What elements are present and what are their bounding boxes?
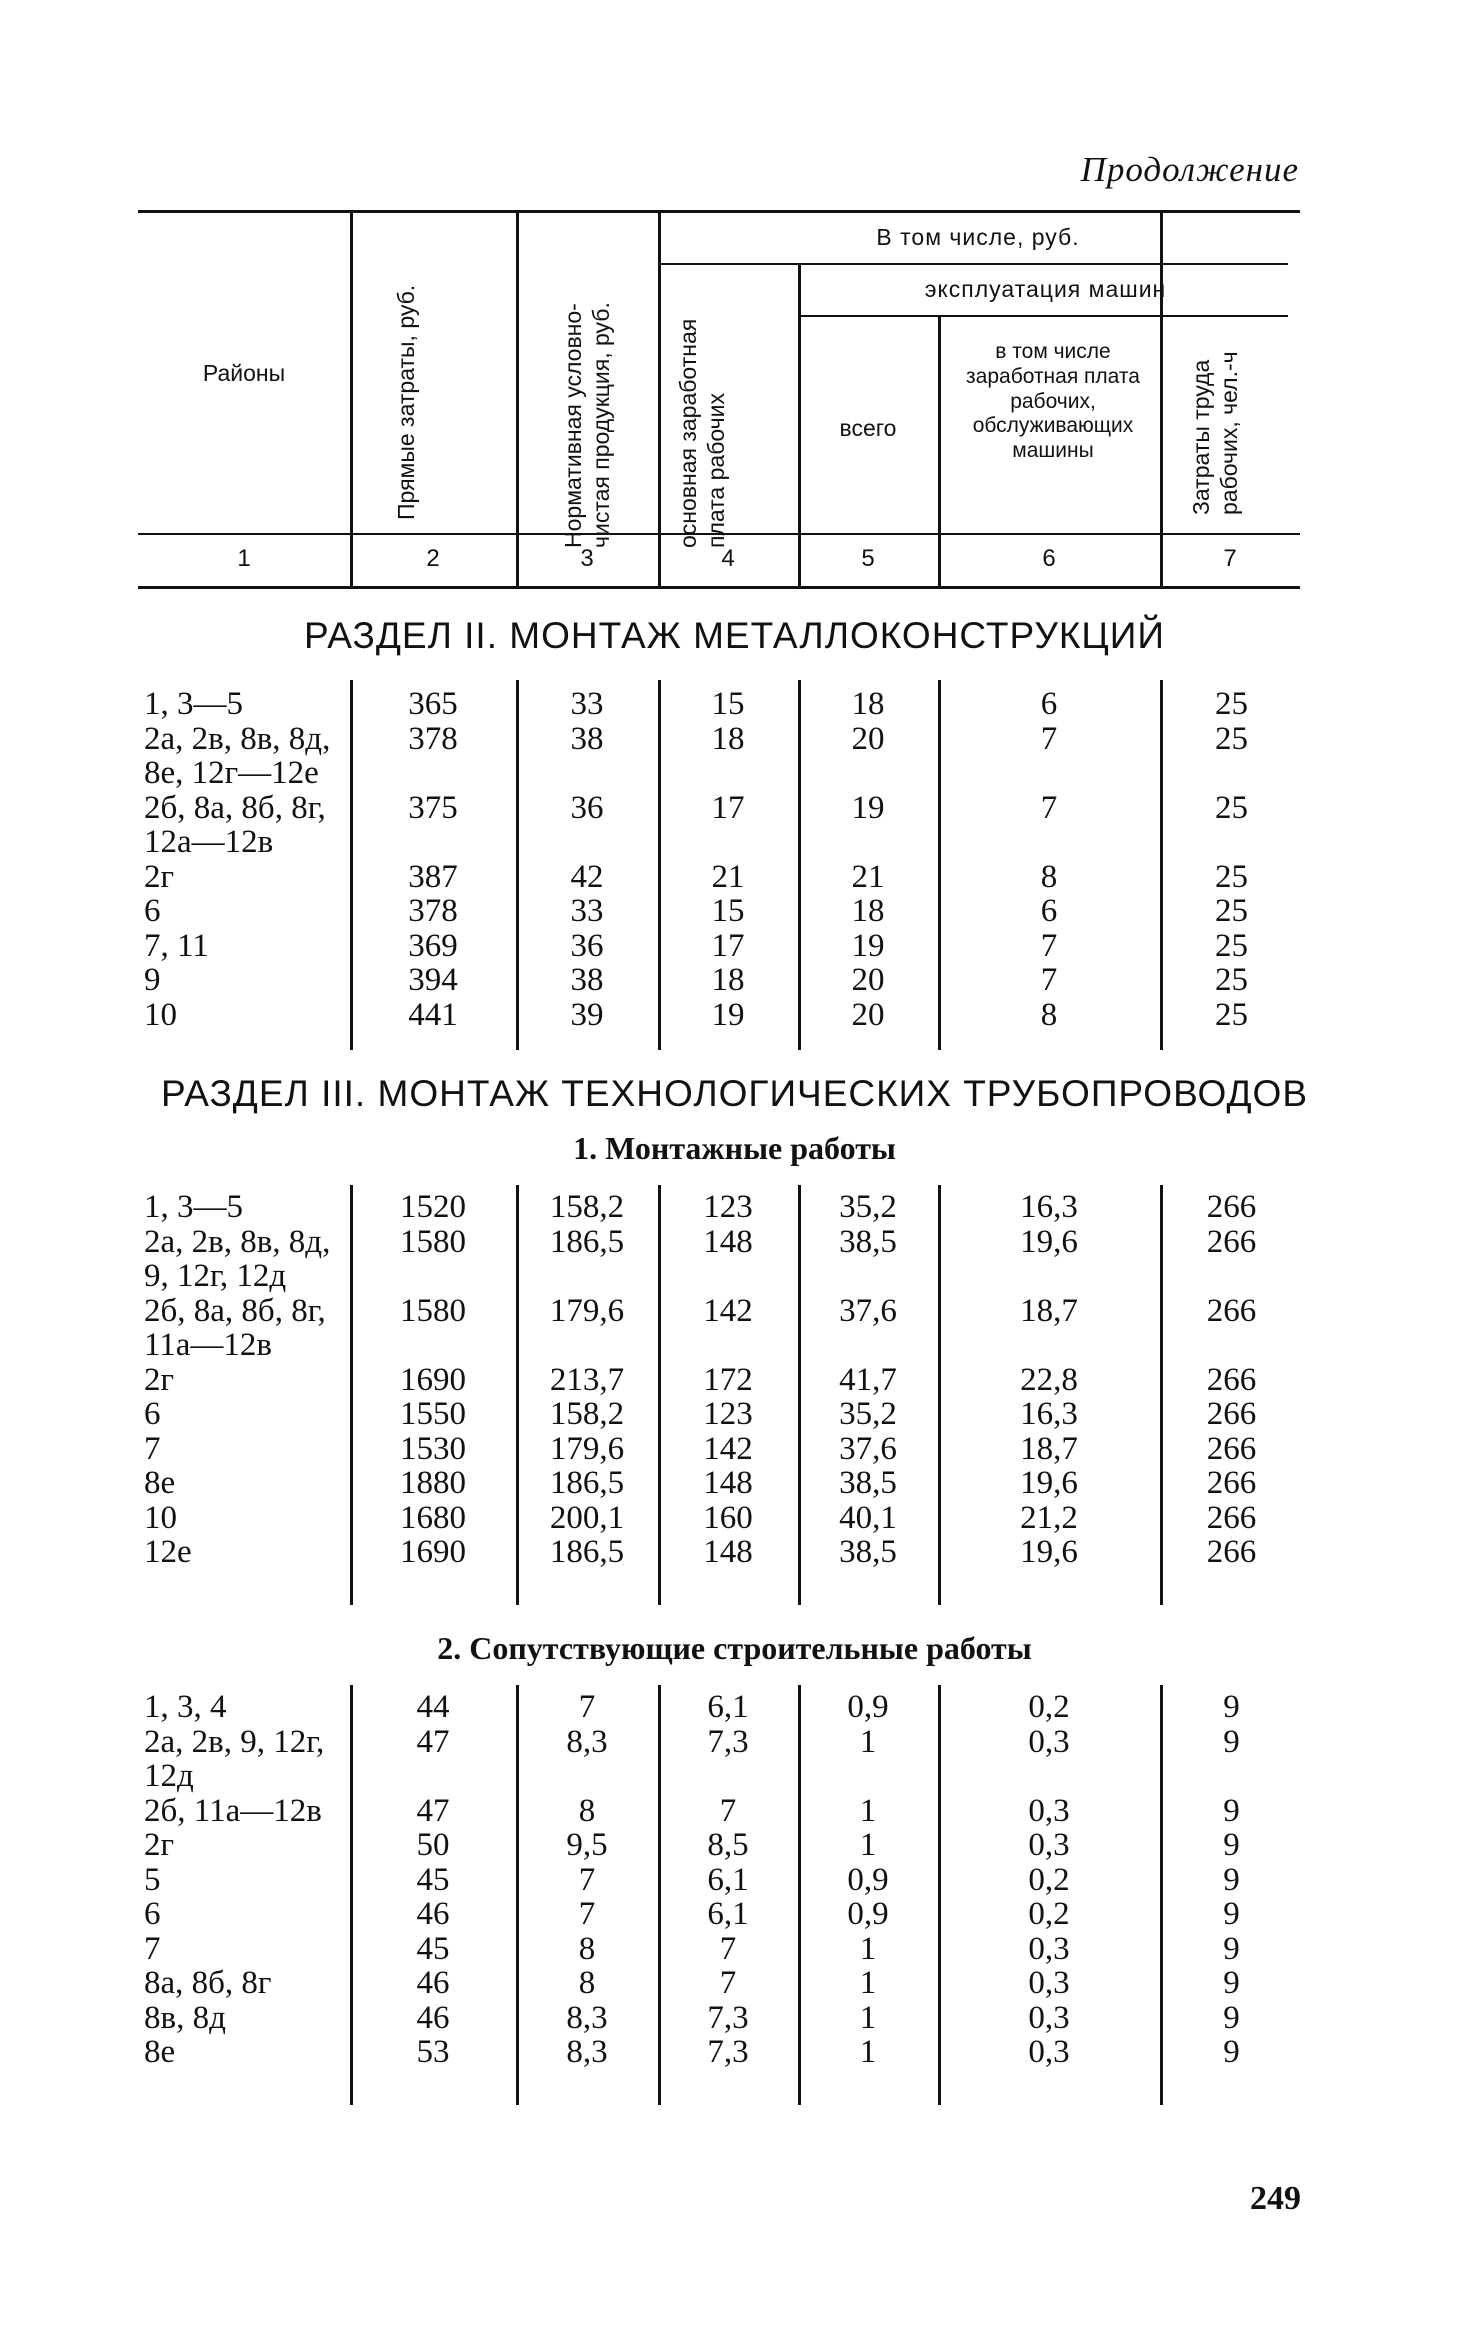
region-cell: 9: [144, 962, 161, 998]
value-cell: 7,3: [707, 1999, 749, 2036]
value-cell: 1: [859, 1965, 877, 2001]
value-cell: 25: [1215, 789, 1248, 826]
col-number: 6: [1042, 545, 1056, 572]
region-cell: 6: [144, 1396, 161, 1432]
table-row: [138, 2034, 1300, 2069]
region-cell: 7: [144, 1930, 161, 1967]
value-cell: 441: [408, 996, 458, 1033]
value-cell: 35,2: [839, 1396, 897, 1432]
col-group-header: В том числе, руб.: [876, 224, 1080, 250]
value-cell: 142: [703, 1292, 753, 1329]
header-vline: [938, 315, 941, 588]
value-cell: 19,6: [1020, 1534, 1078, 1570]
value-cell: 0,3: [1028, 1792, 1070, 1829]
value-cell: 18,7: [1020, 1430, 1078, 1467]
value-cell: 47: [416, 1792, 450, 1829]
value-cell: 0,3: [1028, 1965, 1070, 2001]
value-cell: 8: [1040, 996, 1058, 1033]
table-row: [138, 2000, 1300, 2035]
table-row: [138, 1534, 1300, 1569]
value-cell: 266: [1206, 1396, 1257, 1432]
value-cell: 6: [1040, 686, 1058, 722]
value-cell: 0,9: [847, 1689, 889, 1725]
col-number: 7: [1223, 545, 1237, 572]
region-cell: 1, 3—5: [144, 1189, 243, 1225]
value-cell: 50: [416, 1827, 450, 1863]
region-cell: 6: [144, 1896, 161, 1932]
value-cell: 7,3: [707, 2034, 749, 2070]
value-cell: 21: [711, 858, 745, 895]
value-cell: 20: [851, 962, 885, 998]
value-cell: 25: [1215, 686, 1248, 722]
value-cell: 38,5: [839, 1534, 897, 1570]
region-cell: 7: [144, 1430, 161, 1467]
value-cell: 266: [1206, 1430, 1257, 1467]
col-labor-header: Затраты труда рабочих, чел.-ч: [1188, 351, 1242, 515]
value-cell: 21,2: [1020, 1499, 1078, 1536]
value-cell: 266: [1206, 1189, 1257, 1225]
value-cell: 37,6: [839, 1430, 897, 1467]
value-cell: 369: [408, 927, 458, 964]
value-cell: 9: [1223, 2034, 1240, 2070]
subsection-2-title: 2. Сопутствующие строительные работы: [437, 1630, 1032, 1666]
value-cell: 42: [570, 858, 604, 895]
col-regions-header: Районы: [202, 360, 286, 386]
value-cell: 0,9: [847, 1896, 889, 1932]
header-top-rule: [138, 210, 1300, 213]
region-cell: 5: [144, 1861, 161, 1898]
region-cell: 2а, 2в, 9, 12г,: [144, 1723, 325, 1760]
table-row: [138, 824, 1300, 859]
value-cell: 17: [711, 789, 745, 826]
value-cell: 6,1: [707, 1689, 749, 1725]
value-cell: 266: [1206, 1499, 1257, 1536]
value-cell: 18: [851, 893, 885, 929]
value-cell: 9: [1223, 1930, 1240, 1967]
region-cell: 2б, 8а, 8б, 8г,: [144, 789, 326, 826]
value-cell: 123: [703, 1189, 753, 1225]
table-row: [138, 893, 1300, 928]
value-cell: 1580: [400, 1223, 466, 1260]
table-header: [138, 210, 1300, 590]
region-cell: 7, 11: [144, 927, 209, 964]
value-cell: 46: [416, 1896, 450, 1932]
value-cell: 45: [416, 1861, 450, 1898]
value-cell: 365: [408, 686, 458, 722]
value-cell: 6,1: [707, 1896, 749, 1932]
table-row: [138, 1465, 1300, 1500]
value-cell: 387: [408, 858, 458, 895]
value-cell: 7: [1040, 720, 1058, 757]
value-cell: 25: [1215, 962, 1248, 998]
header-vline: [1160, 210, 1163, 588]
value-cell: 1: [859, 1723, 877, 1760]
value-cell: 9: [1223, 1827, 1240, 1863]
value-cell: 33: [570, 893, 604, 929]
value-cell: 0,2: [1028, 1896, 1070, 1932]
region-cell: 2б, 8а, 8б, 8г,: [144, 1292, 326, 1329]
value-cell: 38: [570, 720, 604, 757]
table-row: [138, 1396, 1300, 1431]
col-direct-costs-header: Прямые затраты, руб.: [393, 284, 419, 520]
table-row: [138, 1362, 1300, 1397]
table-row: [138, 1896, 1300, 1931]
value-cell: 25: [1215, 927, 1248, 964]
col-number: 1: [237, 545, 251, 572]
value-cell: 123: [703, 1396, 753, 1432]
table-row: [138, 790, 1300, 825]
section-2-title: РАЗДЕЛ II. МОНТАЖ МЕТАЛЛОКОНСТРУКЦИЙ: [304, 615, 1165, 656]
value-cell: 9: [1223, 1792, 1240, 1829]
value-cell: 36: [570, 927, 604, 964]
value-cell: 8,3: [566, 2034, 608, 2070]
value-cell: 7: [719, 1792, 737, 1829]
header-vline: [658, 210, 661, 588]
value-cell: 158,2: [549, 1396, 625, 1432]
region-cell: 2б, 11а—12в: [144, 1792, 322, 1829]
value-cell: 17: [711, 927, 745, 964]
value-cell: 19: [851, 927, 885, 964]
value-cell: 378: [408, 720, 458, 757]
value-cell: 6,1: [707, 1861, 749, 1898]
value-cell: 7: [1040, 789, 1058, 826]
value-cell: 375: [408, 789, 458, 826]
value-cell: 45: [416, 1930, 450, 1967]
table-row: [138, 1189, 1300, 1224]
value-cell: 36: [570, 789, 604, 826]
col-normative-product-header: Нормативная условно-чистая продукция, руб.: [560, 302, 614, 548]
value-cell: 1: [859, 1827, 877, 1863]
value-cell: 53: [416, 2034, 450, 2070]
value-cell: 7: [578, 1689, 596, 1725]
value-cell: 8,5: [707, 1827, 749, 1863]
value-cell: 44: [416, 1689, 450, 1725]
value-cell: 9: [1223, 1965, 1240, 2001]
value-cell: 20: [851, 996, 885, 1033]
value-cell: 0,3: [1028, 1827, 1070, 1863]
region-cell: 1, 3, 4: [144, 1689, 227, 1725]
value-cell: 9: [1223, 1999, 1240, 2036]
value-cell: 7: [719, 1930, 737, 1967]
value-cell: 19,6: [1020, 1223, 1078, 1260]
value-cell: 7: [578, 1896, 596, 1932]
value-cell: 1530: [400, 1430, 466, 1467]
col-number: 3: [580, 545, 594, 572]
value-cell: 25: [1215, 858, 1248, 895]
value-cell: 1580: [400, 1292, 466, 1329]
region-cell: 12д: [144, 1758, 194, 1794]
value-cell: 25: [1215, 720, 1248, 757]
value-cell: 394: [408, 962, 458, 998]
value-cell: 0,3: [1028, 2034, 1070, 2070]
table-row: [138, 1689, 1300, 1724]
value-cell: 213,7: [549, 1361, 625, 1398]
table-row: [138, 928, 1300, 963]
table-row: [138, 1431, 1300, 1466]
value-cell: 8,3: [566, 1723, 608, 1760]
value-cell: 25: [1215, 893, 1248, 929]
header-vline: [516, 210, 519, 588]
table-row: [138, 1293, 1300, 1328]
value-cell: 41,7: [839, 1361, 897, 1398]
value-cell: 16,3: [1020, 1396, 1078, 1432]
region-cell: 12е: [144, 1534, 192, 1570]
value-cell: 25: [1215, 996, 1248, 1033]
table-row: [138, 1758, 1300, 1793]
value-cell: 39: [570, 996, 604, 1033]
value-cell: 1880: [400, 1465, 466, 1501]
region-cell: 2а, 2в, 8в, 8д,: [144, 720, 331, 757]
value-cell: 37,6: [839, 1292, 897, 1329]
value-cell: 9: [1223, 1861, 1240, 1898]
value-cell: 46: [416, 1965, 450, 2001]
region-cell: 2г: [144, 1827, 175, 1863]
table-row: [138, 1793, 1300, 1828]
header-vline: [350, 210, 353, 588]
value-cell: 19: [711, 996, 745, 1033]
value-cell: 266: [1206, 1534, 1257, 1570]
value-cell: 1520: [400, 1189, 466, 1225]
value-cell: 38,5: [839, 1223, 897, 1260]
group-rule: [658, 263, 1288, 265]
region-cell: 10: [144, 996, 177, 1033]
value-cell: 7: [1040, 927, 1058, 964]
table-row: [138, 1258, 1300, 1293]
value-cell: 148: [703, 1534, 753, 1570]
value-cell: 186,5: [549, 1223, 625, 1260]
value-cell: 186,5: [549, 1465, 625, 1501]
value-cell: 8: [1040, 858, 1058, 895]
value-cell: 0,2: [1028, 1689, 1070, 1725]
value-cell: 18: [851, 686, 885, 722]
value-cell: 9: [1223, 1723, 1240, 1760]
value-cell: 9,5: [566, 1827, 608, 1863]
value-cell: 15: [711, 893, 745, 929]
region-cell: 2г: [144, 1361, 175, 1398]
table-row: [138, 755, 1300, 790]
table-row: [138, 1827, 1300, 1862]
value-cell: 18,7: [1020, 1292, 1078, 1329]
value-cell: 33: [570, 686, 604, 722]
value-cell: 266: [1206, 1361, 1257, 1398]
value-cell: 266: [1206, 1223, 1257, 1260]
value-cell: 1: [859, 1792, 877, 1829]
value-cell: 160: [703, 1499, 753, 1536]
value-cell: 0,9: [847, 1861, 889, 1898]
value-cell: 19,6: [1020, 1465, 1078, 1501]
value-cell: 7,3: [707, 1723, 749, 1760]
header-bottom-rule: [138, 586, 1300, 589]
value-cell: 38,5: [839, 1465, 897, 1501]
value-cell: 35,2: [839, 1189, 897, 1225]
region-cell: 8а, 8б, 8г: [144, 1965, 272, 2001]
value-cell: 179,6: [549, 1430, 625, 1467]
value-cell: 148: [703, 1223, 753, 1260]
value-cell: 1: [859, 2034, 877, 2070]
table-row: [138, 1224, 1300, 1259]
subsection-2-table: [138, 1685, 1300, 2105]
value-cell: 46: [416, 1999, 450, 2036]
value-cell: 158,2: [549, 1189, 625, 1225]
value-cell: 8: [578, 1930, 596, 1967]
region-cell: 11а—12в: [144, 1327, 273, 1363]
table-row: [138, 859, 1300, 894]
value-cell: 0,2: [1028, 1861, 1070, 1898]
value-cell: 15: [711, 686, 745, 722]
table-row: [138, 1724, 1300, 1759]
table-row: [138, 1965, 1300, 2000]
value-cell: 8: [578, 1965, 596, 2001]
value-cell: 148: [703, 1465, 753, 1501]
value-cell: 1680: [400, 1499, 466, 1536]
table-row: [138, 1500, 1300, 1535]
region-cell: 8е, 12г—12е: [144, 755, 319, 791]
value-cell: 0,3: [1028, 1723, 1070, 1760]
col-machines-header: эксплуатация машин: [924, 276, 1167, 302]
value-cell: 142: [703, 1430, 753, 1467]
col-base-wage-header: основная заработная плата рабочих: [675, 318, 729, 548]
value-cell: 266: [1206, 1465, 1257, 1501]
subsection-1-title: 1. Монтажные работы: [573, 1130, 896, 1166]
col-total-header: всего: [839, 415, 897, 441]
region-cell: 8е: [144, 1465, 176, 1501]
col-number: 2: [426, 545, 440, 572]
col-number: 5: [861, 545, 875, 572]
value-cell: 7: [1040, 962, 1058, 998]
col-number: 4: [721, 545, 735, 572]
value-cell: 0,3: [1028, 1930, 1070, 1967]
value-cell: 7: [719, 1965, 737, 2001]
table-row: [138, 962, 1300, 997]
region-cell: 10: [144, 1499, 177, 1536]
table-row: [138, 1931, 1300, 1966]
region-cell: 9, 12г, 12д: [144, 1258, 287, 1294]
continuation-label: Продолжение: [1080, 150, 1299, 189]
value-cell: 1: [859, 1999, 877, 2036]
value-cell: 9: [1223, 1689, 1240, 1725]
value-cell: 18: [711, 962, 745, 998]
page-number: 249: [1250, 2180, 1301, 2217]
table-row: [138, 721, 1300, 756]
region-cell: 2г: [144, 858, 175, 895]
value-cell: 8,3: [566, 1999, 608, 2036]
table-row: [138, 1862, 1300, 1897]
value-cell: 22,8: [1020, 1361, 1078, 1398]
subsection-1-table: [138, 1185, 1300, 1605]
table-row: [138, 997, 1300, 1032]
table-row: [138, 1327, 1300, 1362]
table-row: [138, 686, 1300, 721]
col-machine-wage-header: в том числе заработная плата рабочих, обслуживающих машины: [966, 340, 1140, 463]
region-cell: 6: [144, 893, 161, 929]
value-cell: 172: [703, 1361, 753, 1398]
value-cell: 19: [851, 789, 885, 826]
value-cell: 200,1: [549, 1499, 625, 1536]
value-cell: 9: [1223, 1896, 1240, 1932]
value-cell: 1550: [400, 1396, 466, 1432]
region-cell: 2а, 2в, 8в, 8д,: [144, 1223, 331, 1260]
value-cell: 20: [851, 720, 885, 757]
section-3-title: РАЗДЕЛ III. МОНТАЖ ТЕХНОЛОГИЧЕСКИХ ТРУБОПРОВОДОВ: [160, 1073, 1308, 1114]
value-cell: 21: [851, 858, 885, 895]
value-cell: 16,3: [1020, 1189, 1078, 1225]
value-cell: 6: [1040, 893, 1058, 929]
value-cell: 179,6: [549, 1292, 625, 1329]
value-cell: 186,5: [549, 1534, 625, 1570]
value-cell: 1: [859, 1930, 877, 1967]
region-cell: 8е: [144, 2034, 176, 2070]
value-cell: 7: [578, 1861, 596, 1898]
value-cell: 47: [416, 1723, 450, 1760]
value-cell: 8: [578, 1792, 596, 1829]
value-cell: 1690: [400, 1534, 466, 1570]
value-cell: 0,3: [1028, 1999, 1070, 2036]
value-cell: 1690: [400, 1361, 466, 1398]
value-cell: 378: [408, 893, 458, 929]
region-cell: 1, 3—5: [144, 686, 243, 722]
section-2-table: [138, 680, 1300, 1050]
region-cell: 12а—12в: [144, 824, 274, 860]
value-cell: 266: [1206, 1292, 1257, 1329]
value-cell: 40,1: [839, 1499, 897, 1536]
value-cell: 38: [570, 962, 604, 998]
value-cell: 18: [711, 720, 745, 757]
region-cell: 8в, 8д: [144, 1999, 226, 2036]
